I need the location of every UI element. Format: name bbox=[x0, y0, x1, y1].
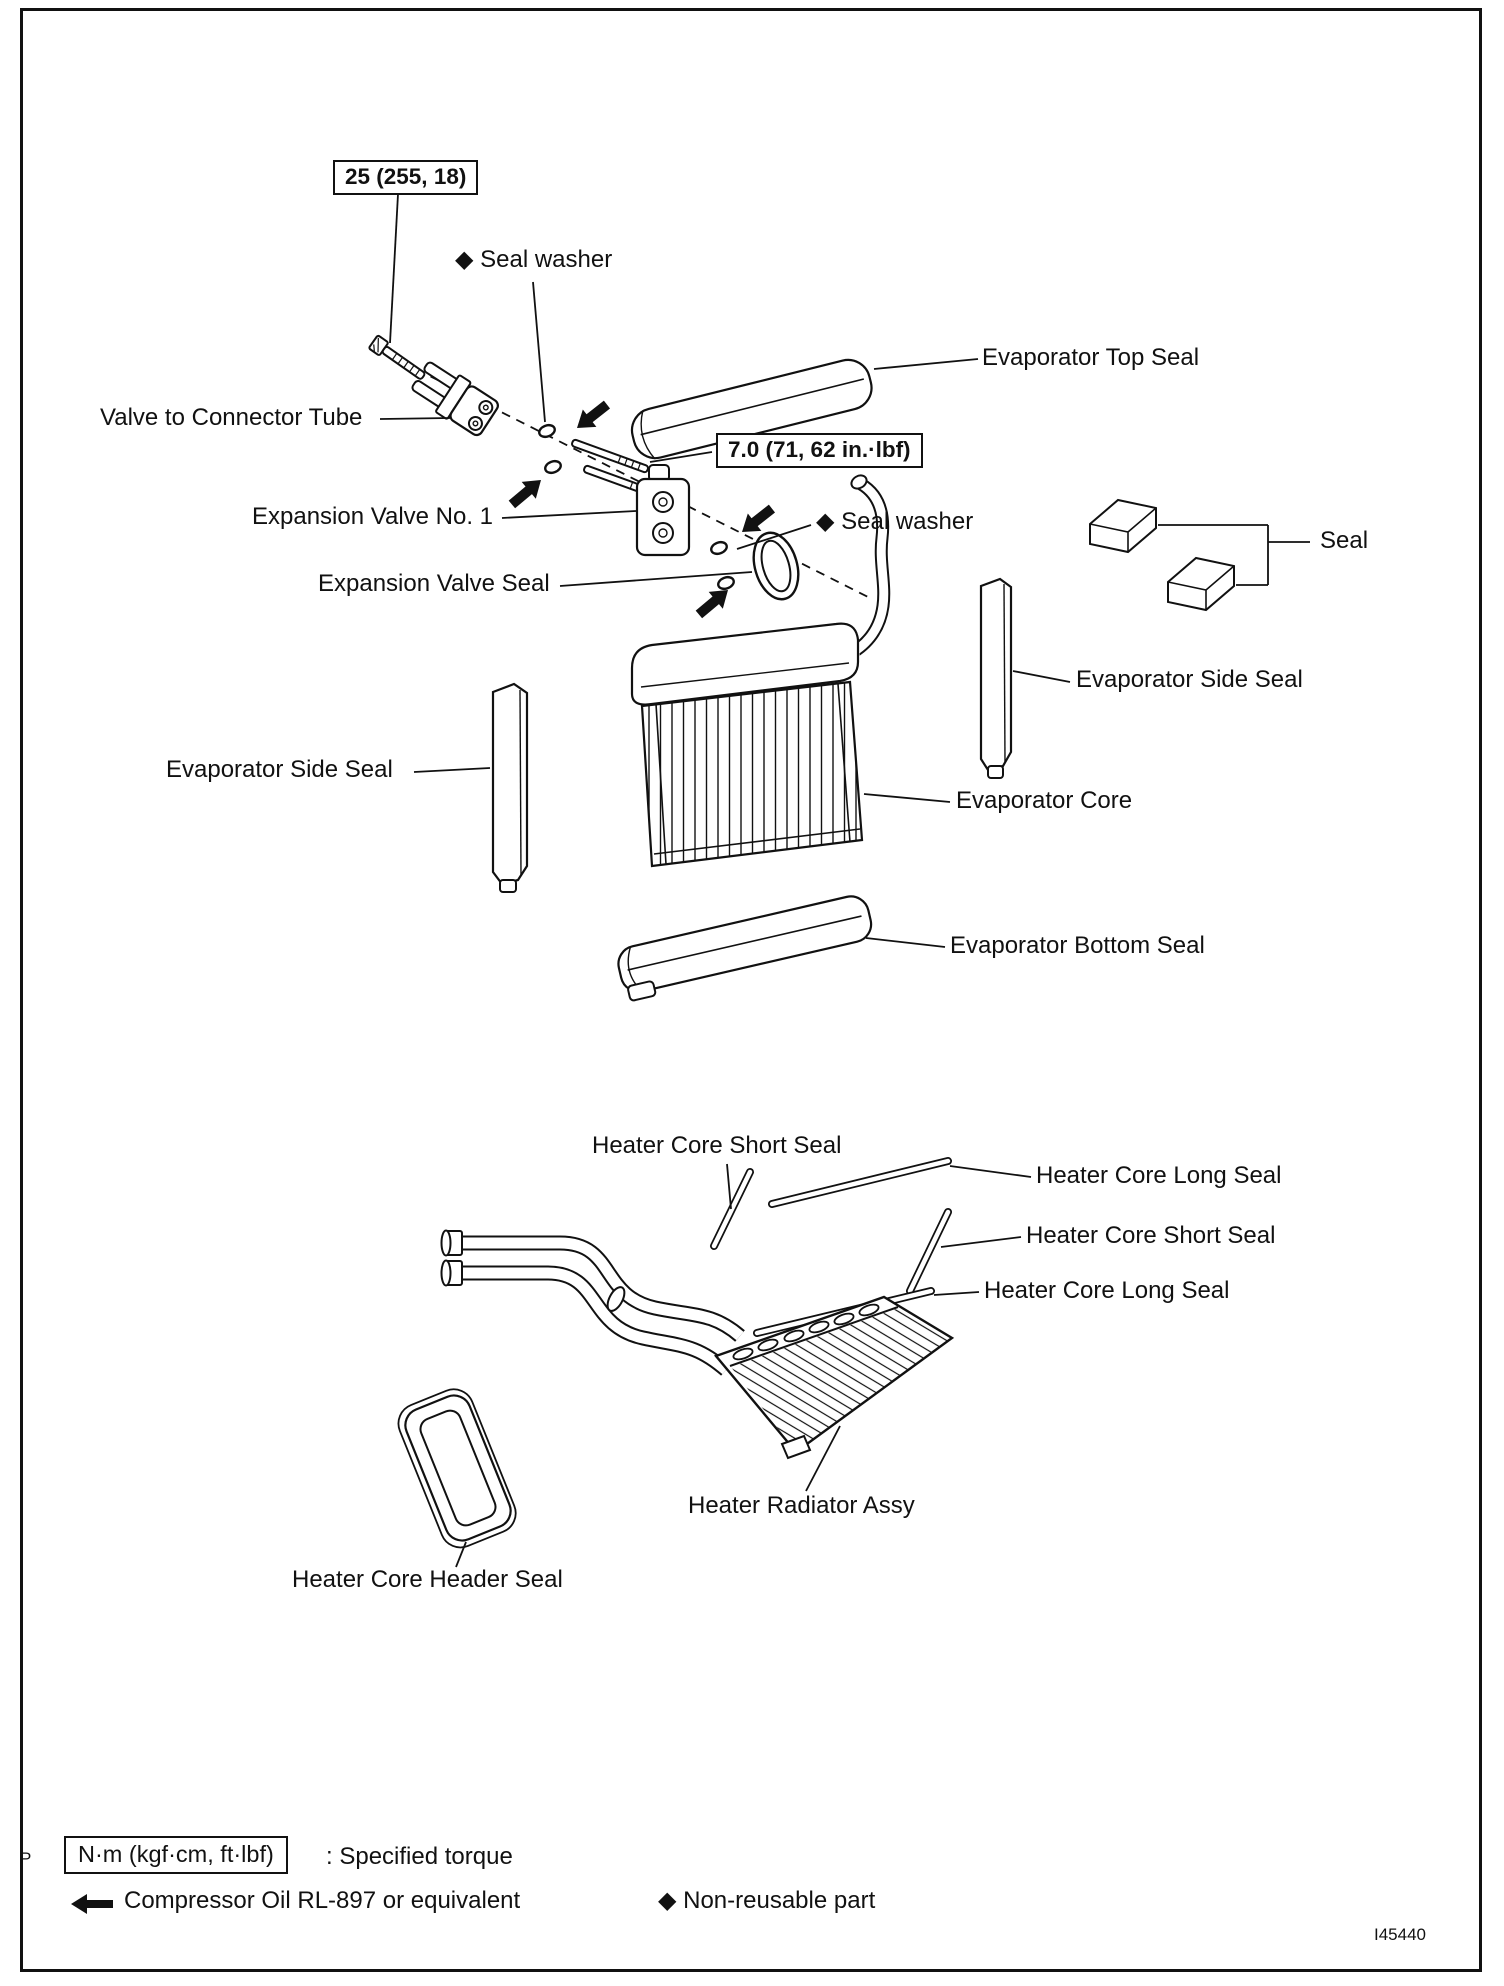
label-heater-radiator-assy: Heater Radiator Assy bbox=[688, 1492, 915, 1519]
compressor-oil-arrow-icon bbox=[70, 1892, 116, 1916]
seal-pieces-drawing bbox=[1090, 500, 1234, 610]
torque-spec-bolt: 25 (255, 18) bbox=[333, 160, 478, 195]
heater-core-header-seal-drawing bbox=[392, 1383, 521, 1553]
expansion-valve-drawing bbox=[637, 465, 689, 555]
label-evaporator-top-seal: Evaporator Top Seal bbox=[982, 344, 1200, 371]
heater-radiator-drawing bbox=[716, 1297, 952, 1458]
compressor-oil-arrow-icon bbox=[570, 396, 613, 437]
label-heater-core-header-seal: Heater Core Header Seal bbox=[292, 1566, 563, 1593]
label-heater-core-long-seal-lower: Heater Core Long Seal bbox=[984, 1277, 1230, 1304]
torque-spec-stud: 7.0 (71, 62 in.·lbf) bbox=[716, 433, 923, 468]
label-seal: Seal bbox=[1320, 527, 1369, 554]
evaporator-side-seal-left-drawing bbox=[493, 684, 527, 892]
seal-washer-drawing-upper bbox=[538, 423, 563, 475]
seal-washer-drawing-lower bbox=[710, 540, 736, 591]
evaporator-bottom-seal-drawing bbox=[615, 893, 876, 1002]
label-valve-to-connector-tube: Valve to Connector Tube bbox=[100, 404, 363, 431]
bolt-drawing bbox=[369, 335, 428, 383]
label-seal-washer-top: ◆ Seal washer bbox=[455, 246, 613, 273]
figure-code: I45440 bbox=[1374, 1925, 1426, 1944]
label-expansion-valve-no-1: Expansion Valve No. 1 bbox=[252, 503, 494, 530]
valve-to-connector-tube-drawing bbox=[408, 357, 502, 439]
heater-core-seal-rods-drawing bbox=[714, 1161, 948, 1333]
label-evaporator-core: Evaporator Core bbox=[956, 787, 1133, 814]
legend-torque-box: N·m (kgf·cm, ft·lbf) bbox=[64, 1836, 288, 1874]
label-evaporator-side-seal-left: Evaporator Side Seal bbox=[166, 756, 393, 783]
label-heater-core-long-seal-upper: Heater Core Long Seal bbox=[1036, 1162, 1282, 1189]
evaporator-side-seal-right-drawing bbox=[981, 579, 1011, 778]
label-heater-core-short-seal-top: Heater Core Short Seal bbox=[592, 1132, 842, 1159]
compressor-oil-arrow-icon bbox=[505, 472, 548, 513]
expansion-valve-seal-drawing bbox=[746, 528, 805, 605]
label-evaporator-bottom-seal: Evaporator Bottom Seal bbox=[950, 932, 1205, 959]
page-marker: P bbox=[20, 1849, 32, 1868]
label-expansion-valve-seal: Expansion Valve Seal bbox=[318, 570, 550, 597]
legend-nonreusable-text: ◆ Non-reusable part bbox=[658, 1887, 876, 1914]
legend-torque-text: : Specified torque bbox=[326, 1843, 513, 1870]
heater-pipes-drawing bbox=[442, 1231, 741, 1371]
label-evaporator-side-seal-right: Evaporator Side Seal bbox=[1076, 666, 1303, 693]
legend-oil-text: Compressor Oil RL-897 or equivalent bbox=[124, 1887, 521, 1914]
label-seal-washer-mid: ◆ Seal washer bbox=[816, 508, 974, 535]
label-heater-core-short-seal-right: Heater Core Short Seal bbox=[1026, 1222, 1276, 1249]
